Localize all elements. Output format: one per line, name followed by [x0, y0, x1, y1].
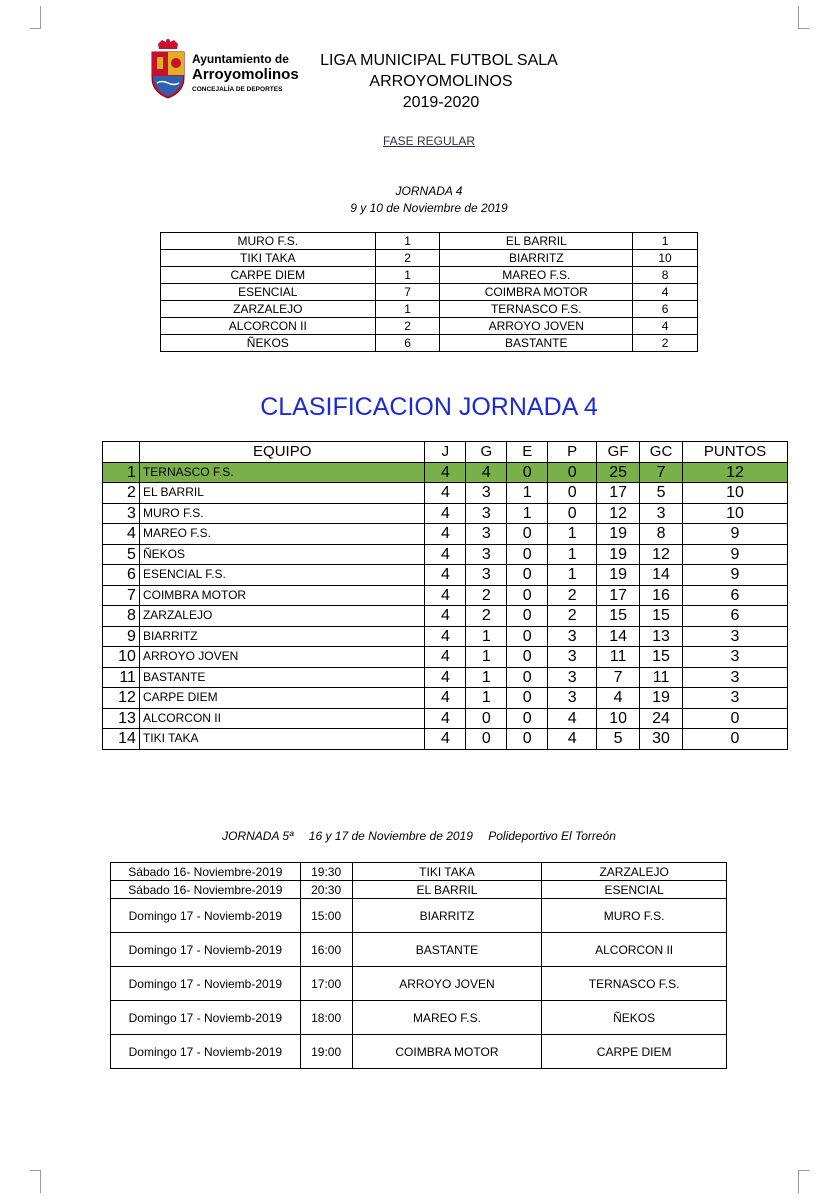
jornada-5-header [0, 829, 838, 843]
stat-g: 1 [466, 626, 507, 647]
match-time: 17:00 [300, 967, 352, 1001]
stat-gf: 15 [597, 606, 640, 627]
stat-j: 4 [425, 483, 466, 504]
stat-p: 3 [548, 688, 597, 709]
jornada-5-schedule-table [110, 862, 727, 1069]
away-score: 6 [633, 301, 698, 318]
away-score: 2 [633, 335, 698, 352]
column-header: P [548, 442, 597, 463]
away-team: ALCORCON II [542, 933, 727, 967]
position: 13 [103, 708, 140, 729]
stat-gc: 3 [640, 503, 683, 524]
standings-row [103, 667, 788, 688]
stat-e: 0 [507, 565, 548, 586]
stat-gc: 5 [640, 483, 683, 504]
stat-g: 2 [466, 606, 507, 627]
position: 6 [103, 565, 140, 586]
stat-gf: 4 [597, 688, 640, 709]
match-time: 18:00 [300, 1001, 352, 1035]
position: 3 [103, 503, 140, 524]
stat-p: 4 [548, 729, 597, 750]
position: 1 [103, 462, 140, 483]
home-team: CARPE DIEM [161, 267, 376, 284]
away-team: MAREO F.S. [440, 267, 633, 284]
standings-row [103, 708, 788, 729]
stat-j: 4 [425, 708, 466, 729]
logo-line-2: Arroyomolinos [192, 66, 299, 83]
stat-g: 0 [466, 729, 507, 750]
home-team: BASTANTE [352, 933, 542, 967]
crop-mark-top-left [30, 6, 41, 29]
stat-e: 0 [507, 667, 548, 688]
team-name: ÑEKOS [139, 544, 425, 565]
stat-pts: 9 [683, 544, 788, 565]
stat-e: 0 [507, 585, 548, 606]
stat-gc: 24 [640, 708, 683, 729]
stat-j: 4 [425, 585, 466, 606]
stat-gf: 19 [597, 565, 640, 586]
stat-gc: 15 [640, 606, 683, 627]
stat-gc: 8 [640, 524, 683, 545]
stat-p: 4 [548, 708, 597, 729]
stat-p: 1 [548, 544, 597, 565]
stat-j: 4 [425, 729, 466, 750]
jornada-4-dates: 9 y 10 de Noviembre de 2019 [350, 201, 508, 215]
stat-p: 3 [548, 626, 597, 647]
position: 5 [103, 544, 140, 565]
stat-gf: 11 [597, 647, 640, 668]
league-season: 2019-2020 [402, 94, 480, 111]
column-header: G [466, 442, 507, 463]
stat-e: 0 [507, 462, 548, 483]
crop-mark-bottom-left [30, 1170, 41, 1193]
result-row [161, 267, 698, 284]
home-score: 1 [375, 233, 440, 250]
stat-pts: 3 [683, 626, 788, 647]
stat-gf: 12 [597, 503, 640, 524]
stat-g: 2 [466, 585, 507, 606]
team-name: TERNASCO F.S. [139, 462, 425, 483]
stat-j: 4 [425, 503, 466, 524]
stat-g: 3 [466, 565, 507, 586]
jornada-5-venue: Polideportivo El Torreón [488, 829, 616, 843]
stat-g: 3 [466, 483, 507, 504]
away-team: COIMBRA MOTOR [440, 284, 633, 301]
league-title: LIGA MUNICIPAL FUTBOL SALA [320, 52, 558, 69]
stat-gc: 15 [640, 647, 683, 668]
jornada-4-title: JORNADA 4 [395, 184, 463, 198]
column-header: GF [597, 442, 640, 463]
team-name: BASTANTE [139, 667, 425, 688]
position: 12 [103, 688, 140, 709]
team-name: ESENCIAL F.S. [139, 565, 425, 586]
schedule-row [111, 967, 727, 1001]
stat-g: 3 [466, 503, 507, 524]
schedule-row [111, 863, 727, 881]
team-name: CARPE DIEM [139, 688, 425, 709]
home-score: 7 [375, 284, 440, 301]
home-score: 2 [375, 250, 440, 267]
position: 11 [103, 667, 140, 688]
away-team: MURO F.S. [542, 899, 727, 933]
position-header [103, 442, 140, 463]
away-team: CARPE DIEM [542, 1035, 727, 1069]
home-team: TIKI TAKA [352, 863, 542, 881]
stat-g: 0 [466, 708, 507, 729]
home-score: 2 [375, 318, 440, 335]
stat-e: 0 [507, 708, 548, 729]
schedule-row [111, 933, 727, 967]
stat-j: 4 [425, 606, 466, 627]
column-header: GC [640, 442, 683, 463]
team-name: ALCORCON II [139, 708, 425, 729]
position: 7 [103, 585, 140, 606]
away-score: 4 [633, 284, 698, 301]
home-score: 6 [375, 335, 440, 352]
stat-g: 3 [466, 544, 507, 565]
home-team: EL BARRIL [352, 881, 542, 899]
jornada-5-dates: 16 y 17 de Noviembre de 2019 [308, 829, 473, 843]
away-team: BASTANTE [440, 335, 633, 352]
result-row [161, 284, 698, 301]
standings-row [103, 585, 788, 606]
result-row [161, 233, 698, 250]
standings-row [103, 729, 788, 750]
stat-gf: 17 [597, 483, 640, 504]
standings-header-row [103, 442, 788, 463]
match-date: Domingo 17 - Noviemb-2019 [111, 1001, 301, 1035]
away-team: ARROYO JOVEN [440, 318, 633, 335]
stat-j: 4 [425, 688, 466, 709]
match-time: 20:30 [300, 881, 352, 899]
standings-row [103, 565, 788, 586]
stat-gc: 30 [640, 729, 683, 750]
home-team: ESENCIAL [161, 284, 376, 301]
stat-gf: 17 [597, 585, 640, 606]
column-header: J [425, 442, 466, 463]
column-header: EQUIPO [139, 442, 425, 463]
stat-p: 0 [548, 503, 597, 524]
stat-e: 1 [507, 483, 548, 504]
stat-gf: 7 [597, 667, 640, 688]
home-team: ARROYO JOVEN [352, 967, 542, 1001]
standings-row [103, 647, 788, 668]
phase-label: FASE REGULAR [382, 134, 476, 148]
stat-e: 0 [507, 647, 548, 668]
standings-row [103, 524, 788, 545]
team-name: EL BARRIL [139, 483, 425, 504]
result-row [161, 250, 698, 267]
stat-p: 0 [548, 462, 597, 483]
stat-e: 0 [507, 524, 548, 545]
position: 2 [103, 483, 140, 504]
home-team: MURO F.S. [161, 233, 376, 250]
away-team: TERNASCO F.S. [440, 301, 633, 318]
team-name: TIKI TAKA [139, 729, 425, 750]
away-score: 1 [633, 233, 698, 250]
jornada-4-results-table [160, 232, 698, 352]
stat-p: 3 [548, 647, 597, 668]
home-team: ÑEKOS [161, 335, 376, 352]
stat-pts: 10 [683, 483, 788, 504]
stat-j: 4 [425, 524, 466, 545]
match-date: Domingo 17 - Noviemb-2019 [111, 899, 301, 933]
stat-gc: 16 [640, 585, 683, 606]
stat-pts: 10 [683, 503, 788, 524]
column-header: PUNTOS [683, 442, 788, 463]
standings-table [102, 441, 788, 750]
match-date: Sábado 16- Noviembre-2019 [111, 881, 301, 899]
standings-row [103, 483, 788, 504]
home-team: TIKI TAKA [161, 250, 376, 267]
team-name: ARROYO JOVEN [139, 647, 425, 668]
standings-row [103, 606, 788, 627]
match-time: 19:00 [300, 1035, 352, 1069]
stat-e: 0 [507, 729, 548, 750]
stat-j: 4 [425, 565, 466, 586]
stat-g: 1 [466, 647, 507, 668]
stat-pts: 0 [683, 729, 788, 750]
away-team: ESENCIAL [542, 881, 727, 899]
standings-row [103, 503, 788, 524]
stat-gf: 5 [597, 729, 640, 750]
standings-row [103, 688, 788, 709]
stat-pts: 3 [683, 667, 788, 688]
match-date: Domingo 17 - Noviemb-2019 [111, 933, 301, 967]
away-score: 8 [633, 267, 698, 284]
crop-mark-bottom-right [798, 1170, 809, 1193]
stat-g: 1 [466, 688, 507, 709]
position: 10 [103, 647, 140, 668]
schedule-row [111, 1001, 727, 1035]
standings-row [103, 544, 788, 565]
stat-e: 0 [507, 544, 548, 565]
stat-j: 4 [425, 462, 466, 483]
stat-pts: 12 [683, 462, 788, 483]
team-name: ZARZALEJO [139, 606, 425, 627]
away-team: TERNASCO F.S. [542, 967, 727, 1001]
match-time: 16:00 [300, 933, 352, 967]
match-date: Domingo 17 - Noviemb-2019 [111, 967, 301, 1001]
away-team: BIARRITZ [440, 250, 633, 267]
stat-gf: 10 [597, 708, 640, 729]
team-name: COIMBRA MOTOR [139, 585, 425, 606]
stat-gf: 19 [597, 524, 640, 545]
stat-e: 0 [507, 688, 548, 709]
jornada-5-title: JORNADA 5ª [222, 829, 294, 843]
standings-row [103, 626, 788, 647]
stat-p: 2 [548, 606, 597, 627]
column-header: E [507, 442, 548, 463]
position: 14 [103, 729, 140, 750]
team-name: BIARRITZ [139, 626, 425, 647]
position: 4 [103, 524, 140, 545]
stat-pts: 0 [683, 708, 788, 729]
stat-gc: 11 [640, 667, 683, 688]
match-date: Domingo 17 - Noviemb-2019 [111, 1035, 301, 1069]
schedule-row [111, 899, 727, 933]
home-team: ALCORCON II [161, 318, 376, 335]
home-score: 1 [375, 301, 440, 318]
stat-g: 1 [466, 667, 507, 688]
schedule-row [111, 881, 727, 899]
stat-pts: 6 [683, 585, 788, 606]
stat-gc: 14 [640, 565, 683, 586]
stat-gc: 19 [640, 688, 683, 709]
stat-gc: 7 [640, 462, 683, 483]
away-team: ÑEKOS [542, 1001, 727, 1035]
result-row [161, 301, 698, 318]
home-score: 1 [375, 267, 440, 284]
stat-p: 1 [548, 565, 597, 586]
result-row [161, 335, 698, 352]
stat-p: 2 [548, 585, 597, 606]
stat-j: 4 [425, 544, 466, 565]
stat-gf: 25 [597, 462, 640, 483]
stat-gf: 19 [597, 544, 640, 565]
home-team: ZARZALEJO [161, 301, 376, 318]
stat-j: 4 [425, 626, 466, 647]
away-score: 4 [633, 318, 698, 335]
stat-e: 1 [507, 503, 548, 524]
logo-line-3: CONCEJALÍA DE DEPORTES [192, 86, 283, 93]
home-team: MAREO F.S. [352, 1001, 542, 1035]
home-team: BIARRITZ [352, 899, 542, 933]
team-name: MURO F.S. [139, 503, 425, 524]
home-team: COIMBRA MOTOR [352, 1035, 542, 1069]
stat-gc: 13 [640, 626, 683, 647]
stat-pts: 9 [683, 565, 788, 586]
standings-title: CLASIFICACION JORNADA 4 [260, 393, 598, 421]
stat-gc: 12 [640, 544, 683, 565]
position: 9 [103, 626, 140, 647]
away-team: EL BARRIL [440, 233, 633, 250]
stat-e: 0 [507, 606, 548, 627]
match-time: 15:00 [300, 899, 352, 933]
position: 8 [103, 606, 140, 627]
crop-mark-top-right [798, 6, 809, 29]
stat-p: 0 [548, 483, 597, 504]
stat-pts: 3 [683, 688, 788, 709]
schedule-row [111, 1035, 727, 1069]
stat-p: 3 [548, 667, 597, 688]
stat-pts: 9 [683, 524, 788, 545]
stat-gf: 14 [597, 626, 640, 647]
away-team: ZARZALEJO [542, 863, 727, 881]
logo-line-1: Ayuntamiento de [192, 52, 289, 66]
stat-g: 3 [466, 524, 507, 545]
stat-e: 0 [507, 626, 548, 647]
match-date: Sábado 16- Noviembre-2019 [111, 863, 301, 881]
stat-g: 4 [466, 462, 507, 483]
stat-p: 1 [548, 524, 597, 545]
team-name: MAREO F.S. [139, 524, 425, 545]
result-row [161, 318, 698, 335]
away-score: 10 [633, 250, 698, 267]
stat-j: 4 [425, 647, 466, 668]
standings-row [103, 462, 788, 483]
stat-j: 4 [425, 667, 466, 688]
league-town: ARROYOMOLINOS [369, 73, 513, 90]
stat-pts: 3 [683, 647, 788, 668]
stat-pts: 6 [683, 606, 788, 627]
match-time: 19:30 [300, 863, 352, 881]
